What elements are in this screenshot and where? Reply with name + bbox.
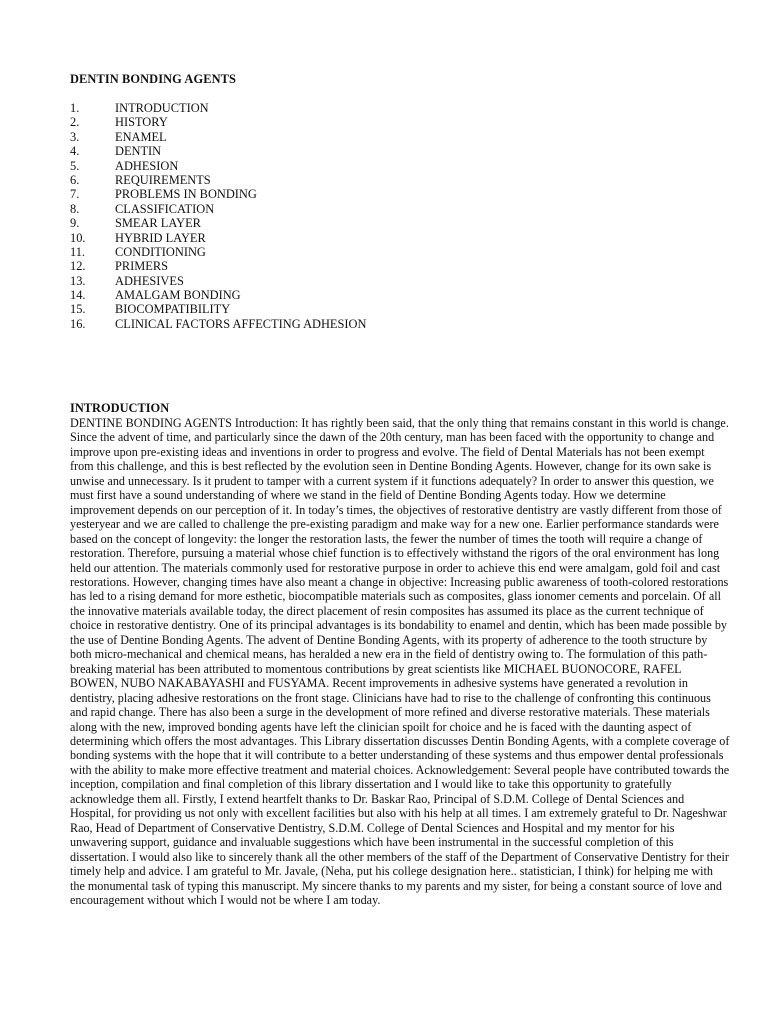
toc-item-number: 2. [70, 115, 80, 130]
toc-item [70, 216, 730, 230]
toc-item-number: 8. [70, 201, 80, 216]
toc-item [70, 259, 730, 273]
toc-item-label: HISTORY [115, 115, 168, 130]
toc-item-label: CLASSIFICATION [115, 201, 215, 216]
toc-item [70, 288, 730, 302]
section-heading-introduction: INTRODUCTION [70, 401, 170, 415]
toc-item-label: AMALGAM BONDING [115, 288, 241, 303]
toc-item [70, 274, 730, 288]
toc-item [70, 115, 730, 129]
toc-item [70, 144, 730, 158]
toc-item-label: SMEAR LAYER [115, 216, 201, 231]
toc-item-number: 5. [70, 158, 80, 173]
toc-item-label: CLINICAL FACTORS AFFECTING ADHESION [115, 316, 367, 331]
toc-item-label: ADHESIVES [115, 273, 184, 288]
toc-item [70, 130, 730, 144]
toc-item [70, 202, 730, 216]
toc-item-label: CONDITIONING [115, 244, 206, 259]
toc-item [70, 317, 730, 331]
toc-item-number: 15. [70, 302, 86, 317]
toc-item-number: 16. [70, 316, 86, 331]
toc-item [70, 302, 730, 316]
toc-item [70, 159, 730, 173]
document-page [70, 71, 730, 907]
toc-item [70, 173, 730, 187]
toc-item-number: 9. [70, 216, 80, 231]
toc-item [70, 245, 730, 259]
toc-item-number: 7. [70, 187, 80, 202]
toc-item-number: 10. [70, 230, 86, 245]
toc-item [70, 101, 730, 115]
toc-item [70, 231, 730, 245]
toc-item-label: BIOCOMPATIBILITY [115, 302, 231, 317]
toc-item-number: 6. [70, 172, 80, 187]
toc-item-number: 13. [70, 273, 86, 288]
toc-item-number: 11. [70, 244, 86, 259]
toc-item-number: 12. [70, 259, 86, 274]
document-title: DENTIN BONDING AGENTS [70, 72, 236, 86]
toc-item-label: DENTIN [115, 144, 162, 159]
toc-item-label: INTRODUCTION [115, 101, 209, 115]
toc-item-label: ADHESION [115, 158, 179, 173]
toc-item-label: PROBLEMS IN BONDING [115, 187, 257, 202]
toc-item [70, 187, 730, 201]
toc-item-number: 14. [70, 288, 86, 303]
toc-item-label: HYBRID LAYER [115, 230, 206, 245]
toc-item-number: 4. [70, 144, 80, 159]
toc-item-label: ENAMEL [115, 129, 167, 144]
toc-item-number: 1. [70, 101, 80, 115]
body-paragraph: DENTINE BONDING AGENTS Introduction: It has rightly been said, that the only thing that remains constant in this world is change. Since the advent of time, and particularly since the dawn of the 20th century, man has been faced with the opportunity to change and improve upon pre-existing ideas and inventions in order to progress and evolve. The field of Dental Materials has not been exempt from this challenge, and this is best reflected by the evolution seen in Dentine Bonding Agents. However, change for its own sake is unwise and unnecessary. Is it prudent to tamper with a current system if it functions adequately? In order to answer this question, we must first have a sound understanding of where we stand in the field of Dentine Bonding Agents today. How we determine improvement depends on our perception of it. In today’s times, the objectives of restorative dentistry are vastly different from those of yesteryear and we are called to challenge the pre-existing paradigm and make way for a new one. Earlier performance standards were based on the concept of longevity: the longer the restoration lasts, the fewer the number of times the tooth will require a change of restoration. Therefore, pursuing a material whose chief function is to effectively withstand the rigors of the oral environment has long held our attention. The materials commonly used for restorative purpose in order to achieve this end were amalgam, gold foil and cast restorations. However, changing times have also meant a change in objective: Increasing public awareness of tooth-colored restorations has led to a rising demand for more esthetic, biocompatible materials such as composites, glass ionomer cements and porcelain. Of all the innovative materials available today, the direct placement of resin composites has assumed its place as the current technique of choice in restorative dentistry. One of its principal advantages is its bondability to enamel and dentin, which has been made possible by the use of Dentine Bonding Agents. The advent of Dentine Bonding Agents, with its property of adherence to the tooth structure by both micro-mechanical and chemical means, has heralded a new era in the field of dentistry owing to. The formulation of this path-breaking material has been attributed to momentous contributions by great scientists like MICHAEL BUONOCORE, RAFEL BOWEN, NUBO NAKABAYASHI and FUSYAMA. Recent improvements in adhesive systems have generated a revolution in dentistry, placing adhesive restorations on the front stage. Clinicians have had to rise to the challenge of confronting this continuous and rapid change. There has also been a surge in the development of more refined and diverse restorative materials. These materials along with the new, improved bonding agents have left the clinician spoilt for choice and he is faced with the daunting aspect of determining which offers the most advantages. This Library dissertation discusses Dentin Bonding Agents, with a complete coverage of bonding systems with the hope that it will contribute to a better understanding of these systems and thus empower dental professionals with the ability to make more effective treatment and material choices. Acknowledgement: Several people have contributed towards the inception, compilation and final completion of this library dissertation and I would like to take this opportunity to gratefully acknowledge them all. Firstly, I extend heartfelt thanks to Dr. Baskar Rao, Principal of S.D.M. College of Dental Sciences and Hospital, for providing us not only with excellent facilities but also with his help at all times. I am extremely grateful to Dr. Nageshwar Rao, Head of Department of Conservative Dentistry, S.D.M. College of Dental Sciences and Hospital and my mentor for his unwavering support, guidance and invaluable suggestions which have been instrumental in the successful completion of this dissertation. I would also like to sincerely thank all the other members of the staff of the Department of Conservative Dentistry for their timely help and advice. I am grateful to Mr. Javale, (Neha, put his college designation here.. statistician, I think) for helping me with the monumental task of typing this manuscript. My sincere thanks to my parents and my sister, for being a constant source of love and encouragement without which I would not be where I am today. [70, 416, 730, 907]
toc-item-label: REQUIREMENTS [115, 172, 211, 187]
table-of-contents [70, 101, 730, 331]
toc-item-number: 3. [70, 129, 80, 144]
toc-item-label: PRIMERS [115, 259, 169, 274]
